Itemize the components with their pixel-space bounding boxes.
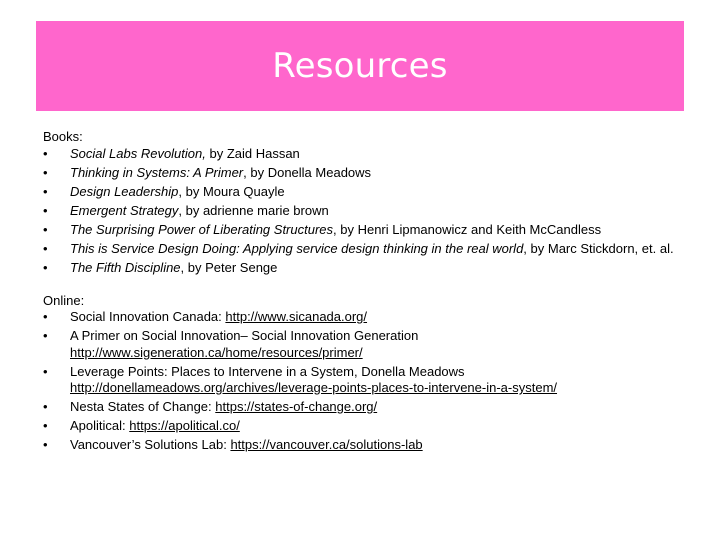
online-item-text: A Primer on Social Innovation– Social Innovation Generation bbox=[70, 328, 419, 343]
book-title: Thinking in Systems: A Primer bbox=[70, 164, 244, 180]
online-link-apolitical[interactable]: https://apolitical.co/ bbox=[129, 418, 240, 433]
online-link-sicanada[interactable]: http://www.sicanada.org/ bbox=[225, 309, 368, 324]
online-item bbox=[43, 309, 683, 326]
online-item-text: Vancouver’s Solutions Lab: bbox=[70, 437, 231, 452]
online-item-text: Nesta States of Change: bbox=[70, 399, 216, 414]
book-item bbox=[43, 260, 683, 277]
book-author: , by Marc Stickdorn, et. al. bbox=[523, 240, 674, 256]
book-item bbox=[43, 146, 683, 163]
online-item bbox=[43, 418, 683, 435]
book-author: , by Henri Lipmanowicz and Keith McCandless bbox=[333, 221, 602, 237]
online-heading: Online: bbox=[43, 292, 85, 308]
book-author: , by Peter Senge bbox=[180, 259, 278, 275]
books-heading: Books: bbox=[43, 129, 83, 144]
title-banner bbox=[36, 21, 684, 111]
page-title: Resources bbox=[272, 46, 448, 86]
resources-content bbox=[43, 129, 683, 456]
book-item bbox=[43, 222, 683, 239]
online-list bbox=[43, 309, 683, 454]
book-item bbox=[43, 165, 683, 182]
online-item-text: Leverage Points: Places to Intervene in a System, Donella Meadows bbox=[70, 363, 465, 379]
online-link-states-of-change[interactable]: https://states-of-change.org/ bbox=[215, 399, 378, 414]
book-author: by Zaid Hassan bbox=[205, 145, 300, 161]
book-title: This is Service Design Doing: Applying service design thinking in the real world bbox=[70, 240, 524, 256]
section-spacer bbox=[43, 279, 683, 293]
book-title: Emergent Strategy bbox=[70, 202, 179, 218]
book-item bbox=[43, 184, 683, 201]
online-item-text: Social Innovation Canada: bbox=[70, 309, 226, 324]
book-item bbox=[43, 241, 683, 258]
book-author: , by Donella Meadows bbox=[243, 164, 372, 180]
book-item bbox=[43, 203, 683, 220]
online-link-donellameadows[interactable]: http://donellameadows.org/archives/leverage-points-places-to-intervene-in-a-system/ bbox=[70, 380, 558, 395]
book-author: , by Moura Quayle bbox=[178, 183, 285, 199]
online-item bbox=[43, 399, 683, 416]
book-title: The Surprising Power of Liberating Structures bbox=[70, 221, 334, 237]
online-item bbox=[43, 364, 683, 397]
online-item bbox=[43, 437, 683, 454]
book-author: , by adrienne marie brown bbox=[178, 202, 329, 218]
online-item-text: Apolitical: bbox=[70, 418, 130, 433]
book-title: The Fifth Discipline bbox=[70, 259, 181, 275]
online-item bbox=[43, 328, 683, 361]
online-link-sigeneration[interactable]: http://www.sigeneration.ca/home/resources/primer/ bbox=[70, 344, 363, 360]
books-list bbox=[43, 146, 683, 277]
book-title: Social Labs Revolution, bbox=[70, 145, 206, 161]
online-link-vancouver-solutions-lab[interactable]: https://vancouver.ca/solutions-lab bbox=[230, 437, 423, 452]
book-title: Design Leadership bbox=[70, 183, 179, 199]
